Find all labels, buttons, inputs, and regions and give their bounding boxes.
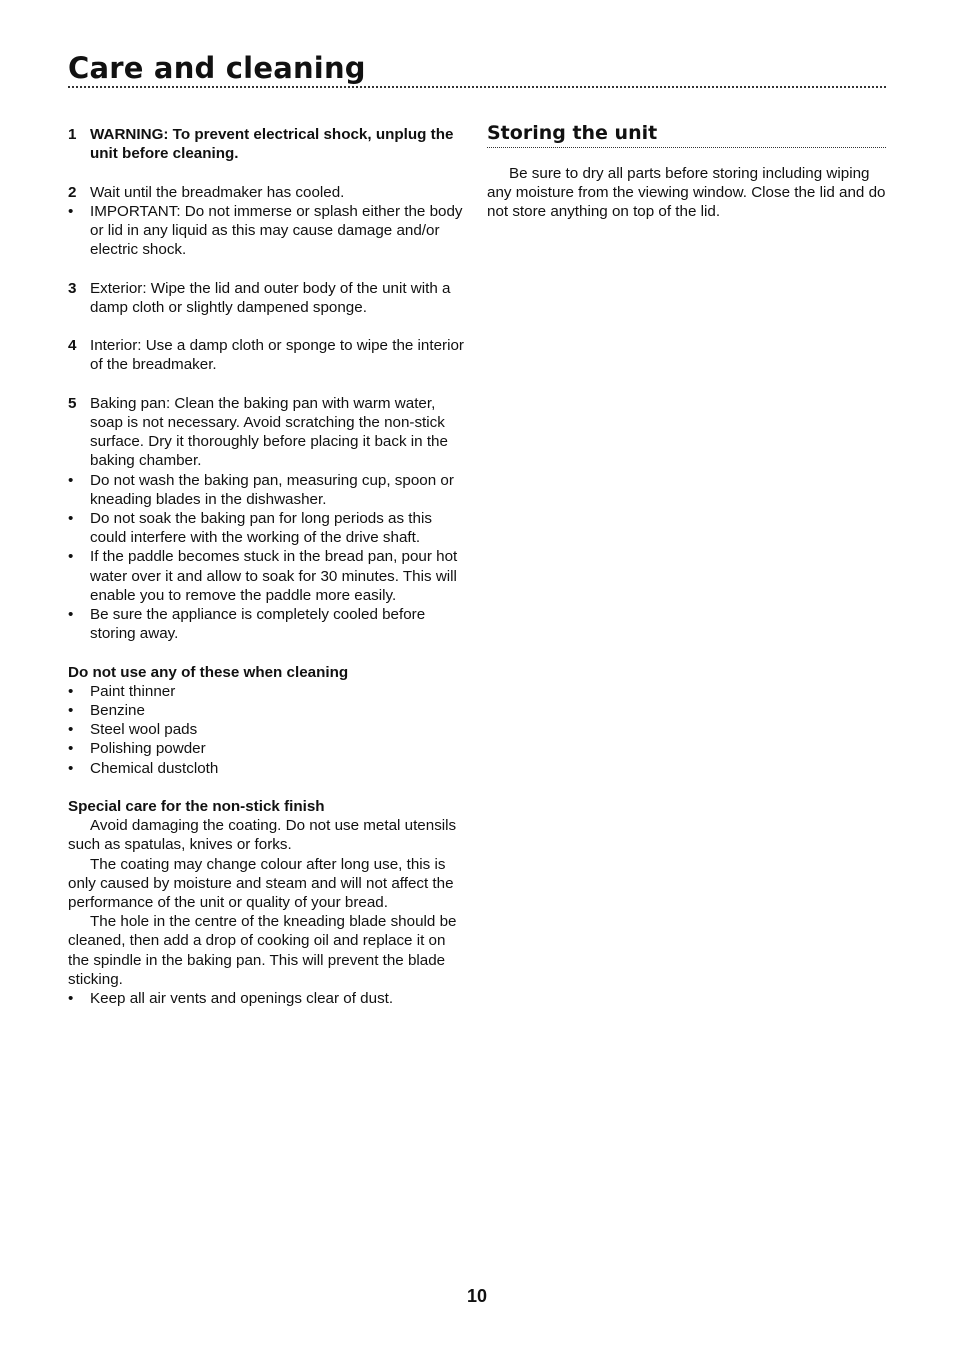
bullet-icon: • xyxy=(68,202,74,220)
bullet-icon: • xyxy=(68,510,74,527)
title-divider xyxy=(68,86,886,88)
list-item xyxy=(68,759,468,778)
step-3 xyxy=(68,279,468,317)
list-item xyxy=(68,739,468,758)
list-item-text: Steel wool pads xyxy=(90,721,198,739)
step-5 xyxy=(68,394,468,471)
step-1 xyxy=(68,125,468,163)
paragraph: Avoid damaging the coating. Do not use metal utensils such as spatulas, knives or forks. xyxy=(68,817,457,854)
list-item-text: Do not soak the baking pan for long periods as this could interfere with the working of the drive shaft. xyxy=(90,510,432,547)
list-item-text: IMPORTANT: Do not immerse or splash either the body or lid in any liquid as this may cause damage and/or electric shock. xyxy=(90,202,463,259)
list-item-text: Be sure the appliance is completely cooled before storing away. xyxy=(90,606,426,643)
step-number: 1 xyxy=(68,126,77,143)
bullet-icon: • xyxy=(68,721,74,739)
step-number: 4 xyxy=(68,337,77,355)
step-2 xyxy=(68,183,468,202)
step-text: WARNING: To prevent electrical shock, unplug the unit before cleaning. xyxy=(90,126,454,163)
step-text: Exterior: Wipe the lid and outer body of the unit with a damp cloth or slightly dampened sponge. xyxy=(90,279,451,316)
step-number: 3 xyxy=(68,279,77,297)
bullet-icon: • xyxy=(68,702,74,720)
section-heading-avoid: Do not use any of these when cleaning xyxy=(68,663,349,681)
bullet-icon: • xyxy=(68,759,74,777)
section-heading-storing: Storing the unit xyxy=(487,122,658,144)
list-item-text: Do not wash the baking pan, measuring cup, spoon or kneading blades in the dishwasher. xyxy=(90,471,454,508)
list-item-text: Polishing powder xyxy=(90,740,206,758)
list-item xyxy=(68,989,468,1008)
list-item xyxy=(68,720,468,739)
heading-divider xyxy=(487,147,886,148)
paragraph: Be sure to dry all parts before storing including wiping any moisture from the viewing window. Close the lid and do not store anything on top of the lid. xyxy=(487,165,886,221)
page-number: 10 xyxy=(466,1286,488,1306)
step-text: Interior: Use a damp cloth or sponge to wipe the interior of the breadmaker. xyxy=(90,337,464,374)
paragraph: The coating may change colour after long use, this is only caused by moisture and steam and will not affect the performance of the unit or quality of your bread. xyxy=(68,855,454,912)
section-heading-nonstick: Special care for the non-stick finish xyxy=(68,798,325,816)
list-item xyxy=(68,682,468,701)
list-item-text: If the paddle becomes stuck in the bread pan, pour hot water over it and allow to soak for 30 minutes. This will enable you to remove the paddle more easily. xyxy=(90,548,458,604)
list-item xyxy=(68,202,468,260)
list-item xyxy=(68,547,468,605)
page-title: Care and cleaning xyxy=(68,51,366,85)
bullet-icon: • xyxy=(68,606,74,624)
step-4 xyxy=(68,336,468,374)
list-item xyxy=(68,605,468,643)
bullet-icon: • xyxy=(68,740,74,758)
left-column xyxy=(68,125,468,1008)
list-item-text: Chemical dustcloth xyxy=(90,759,219,777)
list-item xyxy=(68,471,468,509)
list-item-text: Paint thinner xyxy=(90,682,176,700)
bullet-icon: • xyxy=(68,990,74,1008)
step-number: 2 xyxy=(68,183,77,201)
bullet-icon: • xyxy=(68,548,74,566)
list-item-text: Benzine xyxy=(90,702,145,720)
step-text: Wait until the breadmaker has cooled. xyxy=(90,183,345,201)
paragraph: The hole in the centre of the kneading blade should be cleaned, then add a drop of cooking oil and replace it on the spindle in the baking pan. This will prevent the blade sticking. xyxy=(68,913,457,988)
step-number: 5 xyxy=(68,394,77,412)
right-column xyxy=(487,120,887,222)
list-item-text: Keep all air vents and openings clear of dust. xyxy=(90,990,394,1008)
list-item xyxy=(68,509,468,547)
bullet-icon: • xyxy=(68,471,74,489)
bullet-icon: • xyxy=(68,682,74,700)
list-item xyxy=(68,701,468,720)
step-text: Baking pan: Clean the baking pan with warm water, soap is not necessary. Avoid scratching the non-stick surface. Dry it thoroughly before placing it back in the baking chamber. xyxy=(90,394,448,470)
